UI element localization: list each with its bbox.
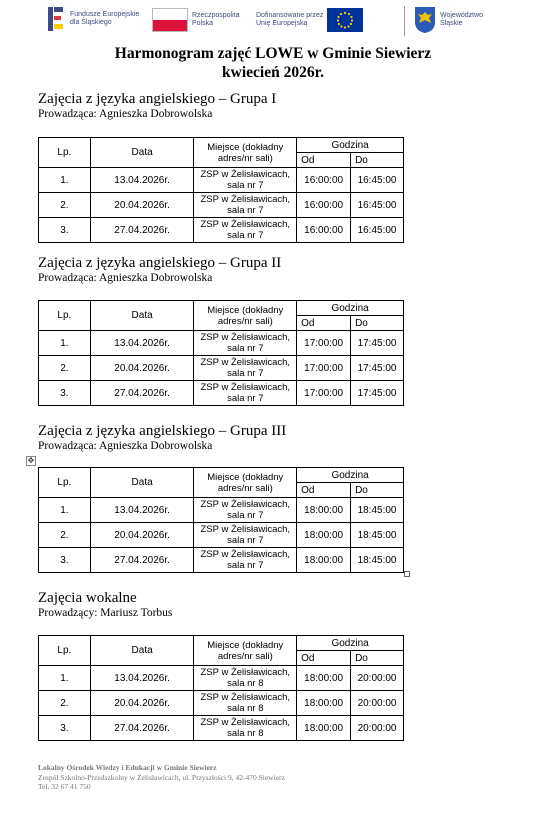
title-line-1: Harmonogram zajęć LOWE w Gminie Siewierz: [114, 45, 432, 62]
cell-date: 13.04.2026r.: [90, 498, 194, 523]
cell-to: 16:45:00: [351, 193, 404, 218]
table-row: [39, 193, 404, 218]
footer-org-name: Lokalny Ośrodek Wiedzy i Edukacji w Gminie Siewierz: [38, 763, 217, 772]
header-place: Miejsce (dokładny adres/nr sali): [194, 636, 297, 666]
cell-place: ZSP w Żelisławicach, sala nr 7: [194, 331, 297, 356]
table-move-handle-icon[interactable]: ✥: [27, 456, 35, 465]
cell-date: 27.04.2026r.: [90, 218, 194, 243]
cell-lp: 2.: [39, 193, 91, 218]
table-row: [39, 356, 404, 381]
cell-from: 18:00:00: [297, 691, 351, 716]
header-place: Miejsce (dokładny adres/nr sali): [194, 138, 297, 168]
logo-divider: [404, 6, 405, 36]
fe-logo: [46, 4, 139, 34]
cell-to: 18:45:00: [351, 523, 404, 548]
header-place: Miejsce (dokładny adres/nr sali): [194, 301, 297, 331]
section-title: Zajęcia z języka angielskiego – Grupa II: [38, 255, 282, 271]
eu-flag-icon: [327, 8, 363, 32]
page-footer: [38, 763, 285, 792]
pl-logo-text: Rzeczpospolita Polska: [192, 12, 240, 27]
cell-place: ZSP w Żelisławicach, sala nr 7: [194, 356, 297, 381]
cell-lp: 1.: [39, 331, 91, 356]
table-row: [39, 331, 404, 356]
table-row: [39, 716, 404, 741]
header-from: Od: [297, 483, 351, 498]
header-date: Data: [90, 138, 194, 168]
schedule-table: [38, 635, 404, 741]
cell-date: 13.04.2026r.: [90, 666, 194, 691]
cell-from: 18:00:00: [297, 666, 351, 691]
cell-date: 20.04.2026r.: [90, 691, 194, 716]
slaskie-logo-text: Województwo Śląskie: [440, 12, 484, 27]
cell-lp: 3.: [39, 381, 91, 406]
cell-lp: 2.: [39, 691, 91, 716]
eagle-crest-icon: [414, 6, 436, 34]
table-row: [39, 381, 404, 406]
cell-date: 20.04.2026r.: [90, 523, 194, 548]
cell-date: 13.04.2026r.: [90, 168, 194, 193]
cell-date: 20.04.2026r.: [90, 193, 194, 218]
header-hour: Godzina: [297, 138, 404, 153]
cell-date: 13.04.2026r.: [90, 331, 194, 356]
cell-place: ZSP w Żelisławicach, sala nr 8: [194, 666, 297, 691]
section-instructor: Prowadzący: Mariusz Torbus: [38, 607, 173, 619]
header-from: Od: [297, 651, 351, 666]
header-date: Data: [90, 468, 194, 498]
schedule-table: [38, 137, 404, 243]
eu-logo-text: Dofinansowane przez Unię Europejską: [256, 12, 324, 27]
cell-to: 18:45:00: [351, 548, 404, 573]
cell-from: 16:00:00: [297, 218, 351, 243]
cell-to: 16:45:00: [351, 168, 404, 193]
polish-flag-icon: [152, 8, 188, 32]
table-row: [39, 498, 404, 523]
cell-from: 18:00:00: [297, 548, 351, 573]
header-from: Od: [297, 316, 351, 331]
section-instructor: Prowadząca: Agnieszka Dobrowolska: [38, 108, 213, 120]
header-to: Do: [351, 483, 404, 498]
cell-place: ZSP w Żelisławicach, sala nr 7: [194, 168, 297, 193]
cell-to: 17:45:00: [351, 356, 404, 381]
table-row: [39, 691, 404, 716]
cell-lp: 3.: [39, 218, 91, 243]
header-to: Do: [351, 153, 404, 168]
cell-to: 20:00:00: [351, 716, 404, 741]
document-title: [0, 44, 546, 82]
slaskie-logo: [414, 6, 483, 34]
fe-star-icon: [46, 4, 66, 34]
table-row: [39, 523, 404, 548]
cell-place: ZSP w Żelisławicach, sala nr 7: [194, 548, 297, 573]
cell-to: 20:00:00: [351, 666, 404, 691]
cell-from: 17:00:00: [297, 381, 351, 406]
logo-bar: [0, 4, 546, 38]
schedule-table: [38, 300, 404, 406]
pl-logo: [152, 8, 239, 32]
header-lp: Lp.: [39, 301, 91, 331]
header-hour: Godzina: [297, 301, 404, 316]
table-row: [39, 168, 404, 193]
cell-lp: 3.: [39, 548, 91, 573]
cell-place: ZSP w Żelisławicach, sala nr 8: [194, 691, 297, 716]
cell-from: 18:00:00: [297, 523, 351, 548]
header-to: Do: [351, 651, 404, 666]
header-lp: Lp.: [39, 468, 91, 498]
cell-place: ZSP w Żelisławicach, sala nr 7: [194, 498, 297, 523]
table-row: [39, 548, 404, 573]
cell-from: 18:00:00: [297, 716, 351, 741]
cell-lp: 1.: [39, 168, 91, 193]
cell-lp: 1.: [39, 666, 91, 691]
section-title: Zajęcia z języka angielskiego – Grupa I: [38, 91, 277, 107]
section-instructor: Prowadząca: Agnieszka Dobrowolska: [38, 440, 213, 452]
header-date: Data: [90, 636, 194, 666]
footer-phone: Tel. 32 67 41 750: [38, 782, 91, 791]
title-line-2: kwiecień 2026r.: [222, 64, 324, 81]
eu-logo: [256, 8, 363, 32]
header-to: Do: [351, 316, 404, 331]
cell-to: 17:45:00: [351, 331, 404, 356]
cell-place: ZSP w Żelisławicach, sala nr 7: [194, 218, 297, 243]
header-lp: Lp.: [39, 636, 91, 666]
cell-place: ZSP w Żelisławicach, sala nr 7: [194, 523, 297, 548]
cell-to: 18:45:00: [351, 498, 404, 523]
cell-place: ZSP w Żelisławicach, sala nr 7: [194, 381, 297, 406]
cell-lp: 1.: [39, 498, 91, 523]
cell-date: 27.04.2026r.: [90, 548, 194, 573]
cell-from: 18:00:00: [297, 498, 351, 523]
cell-from: 16:00:00: [297, 193, 351, 218]
header-hour: Godzina: [297, 636, 404, 651]
cell-to: 16:45:00: [351, 218, 404, 243]
header-from: Od: [297, 153, 351, 168]
header-date: Data: [90, 301, 194, 331]
cell-lp: 3.: [39, 716, 91, 741]
cell-from: 17:00:00: [297, 331, 351, 356]
cell-date: 27.04.2026r.: [90, 716, 194, 741]
cell-place: ZSP w Żelisławicach, sala nr 8: [194, 716, 297, 741]
header-hour: Godzina: [297, 468, 404, 483]
cell-to: 20:00:00: [351, 691, 404, 716]
cell-date: 27.04.2026r.: [90, 381, 194, 406]
table-row: [39, 218, 404, 243]
section-title: Zajęcia z języka angielskiego – Grupa III: [38, 423, 287, 439]
header-lp: Lp.: [39, 138, 91, 168]
cell-place: ZSP w Żelisławicach, sala nr 7: [194, 193, 297, 218]
cell-from: 16:00:00: [297, 168, 351, 193]
cell-lp: 2.: [39, 523, 91, 548]
cell-date: 20.04.2026r.: [90, 356, 194, 381]
header-place: Miejsce (dokładny adres/nr sali): [194, 468, 297, 498]
fe-logo-text: Fundusze Europejskie dla Śląskiego: [70, 11, 140, 26]
table-row: [39, 666, 404, 691]
section-title: Zajęcia wokalne: [38, 590, 137, 606]
cell-lp: 2.: [39, 356, 91, 381]
section-instructor: Prowadząca: Agnieszka Dobrowolska: [38, 272, 213, 284]
schedule-table: [38, 467, 404, 573]
table-resize-handle[interactable]: [404, 571, 410, 577]
cell-from: 17:00:00: [297, 356, 351, 381]
cell-to: 17:45:00: [351, 381, 404, 406]
footer-address: Zespół Szkolno-Przedszkolny w Żelisławicach, ul. Przyszłości 9, 42-470 Siewierz: [38, 772, 285, 782]
